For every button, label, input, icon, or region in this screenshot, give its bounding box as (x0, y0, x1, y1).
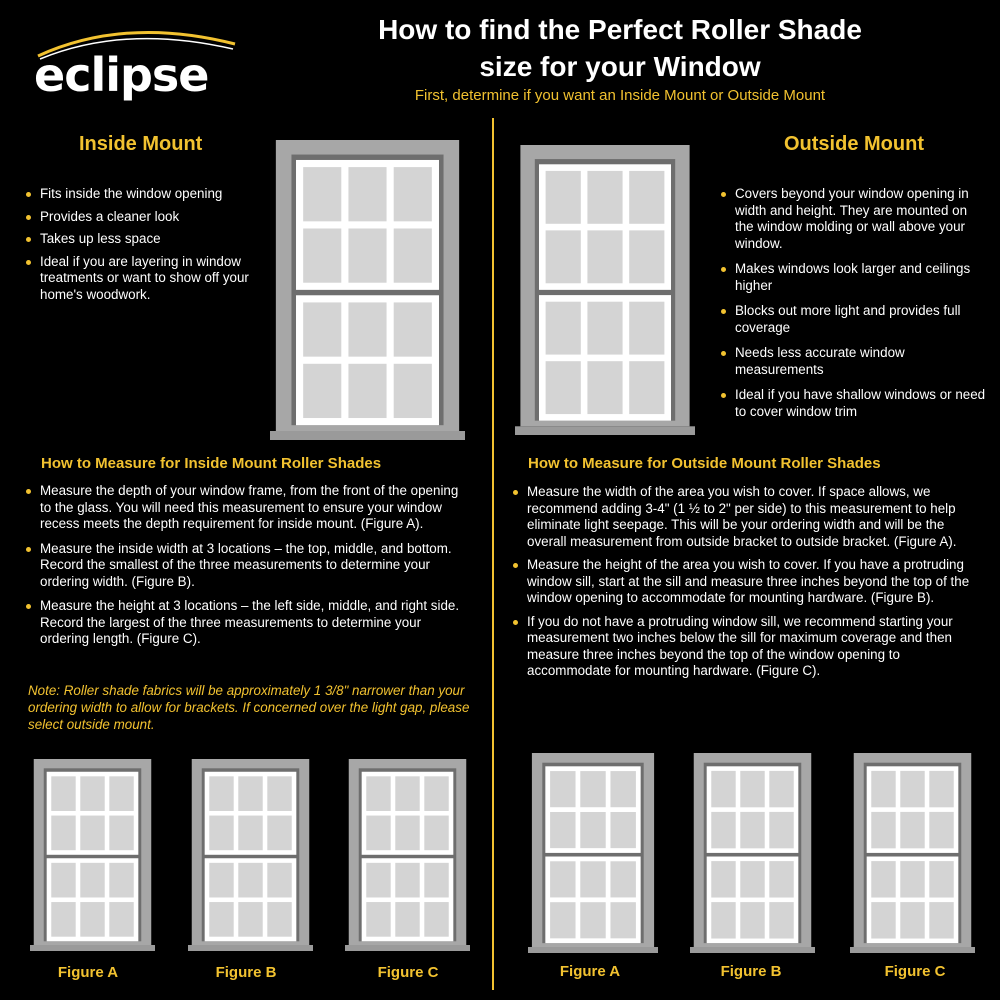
inside-mount-window-illustration (260, 138, 475, 443)
outside-figure-c-illustration (845, 745, 980, 960)
inside-mount-bullets (26, 186, 276, 303)
eclipse-logo (30, 22, 245, 107)
list-item: Provides a cleaner look (26, 209, 276, 226)
inside-measure-heading: How to Measure for Inside Mount Roller Shades (41, 455, 382, 472)
inside-mount-note: Note: Roller shade fabrics will be approximately 1 3/8" narrower than your ordering width to allow for brackets. If concerned over the light gap, please select outside mount. (28, 683, 470, 732)
list-item: Measure the height of the area you wish to cover. If you have a protruding window sill, start at the sill and measure three inches beyond the top of the window opening to accommodate for mounting hardware. (Figure B). (513, 557, 983, 607)
list-item: Measure the depth of your window frame, from the front of the opening to the glass. You will need this measurement to ensure your window recess meets the depth requirement for inside mount. (Figure A). (26, 483, 466, 533)
outside-mount-bullets (721, 186, 986, 420)
list-item: Measure the height at 3 locations – the left side, middle, and right side. Record the largest of the three measurements to determine your ordering length. (Figure C). (26, 598, 466, 648)
list-item: Covers beyond your window opening in width and height. They are mounted on the window molding or wall above your window. (721, 186, 986, 252)
list-item: Fits inside the window opening (26, 186, 276, 203)
list-item: Takes up less space (26, 231, 276, 248)
list-item: Ideal if you are layering in window treatments or want to show off your home's woodwork. (26, 254, 276, 304)
outside-figure-b-illustration (685, 745, 820, 955)
outside-figure-c-label: Figure C (884, 963, 946, 980)
list-item: Makes windows look larger and ceilings higher (721, 261, 986, 294)
outside-measure-heading: How to Measure for Outside Mount Roller Shades (528, 455, 881, 472)
inside-figure-b-illustration (183, 755, 318, 955)
list-item: Blocks out more light and provides full coverage (721, 303, 986, 336)
outside-measure-steps (513, 484, 983, 680)
page-title-line-2: size for your Window (479, 51, 761, 82)
inside-figure-c-label: Figure C (377, 964, 439, 981)
outside-mount-heading: Outside Mount (784, 133, 924, 155)
inside-figure-a-label: Figure A (57, 964, 119, 981)
list-item: Ideal if you have shallow windows or need to cover window trim (721, 387, 986, 420)
logo-wordmark: eclipse (34, 48, 209, 102)
outside-figure-a-label: Figure A (559, 963, 621, 980)
inside-figure-c-illustration (340, 755, 475, 955)
inside-figure-b-label: Figure B (215, 964, 277, 981)
page-subtitle: First, determine if you want an Inside Mount or Outside Mount (414, 87, 826, 104)
outside-mount-window-illustration (510, 125, 700, 445)
inside-mount-heading: Inside Mount (79, 133, 203, 155)
list-item: If you do not have a protruding window sill, we recommend starting your measurement two inches below the sill for maximum coverage and then measure three inches beyond the top of the window opening to accommodate for mounting hardware. (Figure C). (513, 614, 983, 680)
outside-figure-b-label: Figure B (720, 963, 782, 980)
list-item: Measure the inside width at 3 locations – the top, middle, and bottom. Record the smallest of the three measurements to determine your ordering width. (Figure B). (26, 541, 466, 591)
list-item: Measure the width of the area you wish to cover. If space allows, we recommend adding 3-4" (1 ½ to 2" per side) to this measurement to help eliminate light seepage. This will be your ordering width and will be the overall measurement from outside bracket to outside bracket. (Figure A). (513, 484, 983, 550)
page-title-line-1: How to find the Perfect Roller Shade (378, 14, 862, 45)
list-item: Needs less accurate window measurements (721, 345, 986, 378)
outside-figure-a-illustration (520, 745, 665, 955)
inside-figure-a-illustration (25, 755, 160, 955)
column-divider (492, 118, 494, 990)
inside-measure-steps (26, 483, 466, 648)
